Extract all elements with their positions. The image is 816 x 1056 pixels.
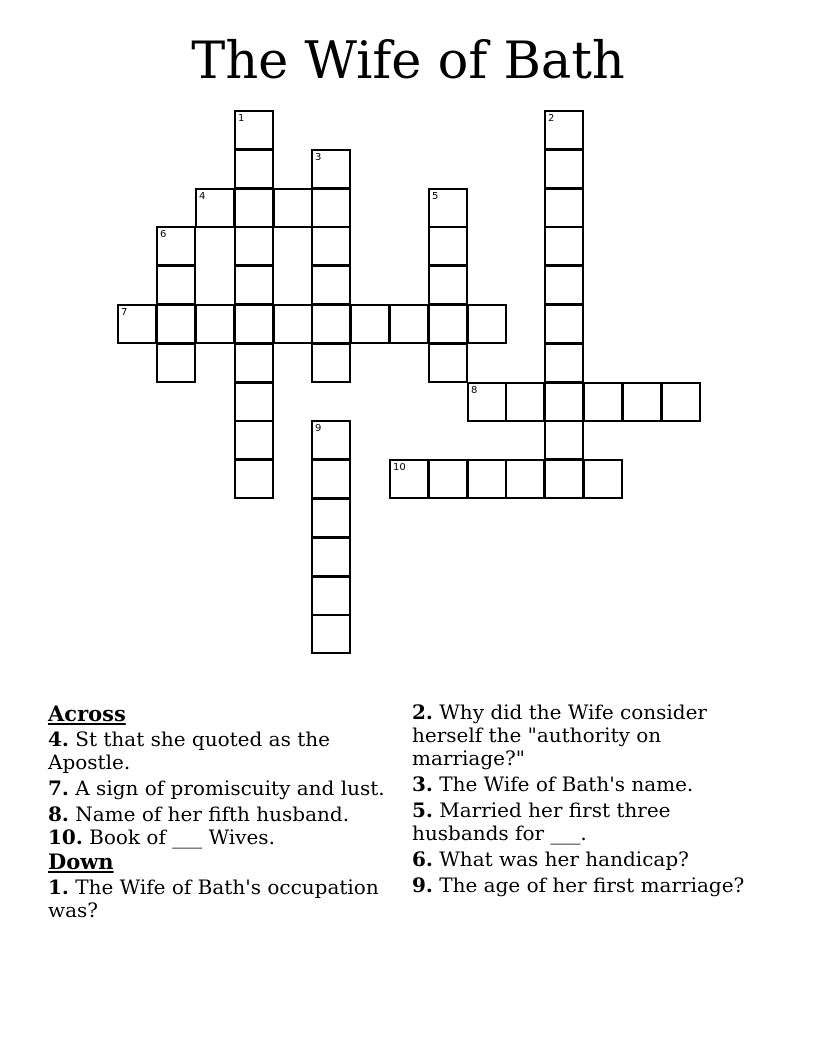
grid-cell[interactable]	[505, 459, 545, 499]
cell-number: 1	[238, 113, 245, 124]
grid-cell[interactable]	[234, 188, 274, 228]
cell-number: 6	[160, 229, 167, 240]
clue-text: Married her first three husbands for ___.	[412, 798, 671, 845]
clue-text: A sign of promiscuity and lust.	[75, 776, 385, 800]
grid-cell[interactable]	[428, 188, 468, 228]
cell-number: 9	[315, 423, 322, 434]
grid-cell[interactable]	[234, 110, 274, 150]
across-clue	[48, 728, 388, 774]
grid-cell[interactable]	[428, 459, 468, 499]
puzzle-title: The Wife of Bath	[191, 32, 625, 91]
down-clue-list-left	[48, 876, 388, 922]
grid-cell[interactable]	[583, 459, 623, 499]
grid-cell[interactable]	[428, 343, 468, 383]
down-heading: Down	[48, 849, 114, 874]
grid-cell[interactable]	[117, 304, 157, 344]
grid-cell[interactable]	[311, 498, 351, 538]
down-clue	[48, 876, 388, 922]
across-clue	[48, 777, 388, 800]
grid-cell[interactable]	[544, 420, 584, 460]
grid-cell[interactable]	[311, 343, 351, 383]
down-clue	[412, 874, 752, 897]
cell-number: 7	[121, 307, 128, 318]
grid-cell[interactable]	[544, 459, 584, 499]
grid-cell[interactable]	[467, 459, 507, 499]
grid-cell[interactable]	[311, 576, 351, 616]
grid-cell[interactable]	[505, 382, 545, 422]
grid-cell[interactable]	[428, 304, 468, 344]
grid-cell[interactable]	[544, 265, 584, 305]
grid-cell[interactable]	[583, 382, 623, 422]
clue-number: 3.	[412, 772, 433, 796]
grid-cell[interactable]	[544, 110, 584, 150]
clue-text: The Wife of Bath's name.	[439, 772, 694, 796]
grid-cell[interactable]	[544, 382, 584, 422]
clues-right-column	[412, 701, 752, 900]
grid-cell[interactable]	[350, 304, 390, 344]
across-clue-list	[48, 728, 388, 849]
clue-number: 7.	[48, 776, 69, 800]
clue-number: 1.	[48, 875, 69, 899]
grid-cell[interactable]	[544, 304, 584, 344]
grid-cell[interactable]	[544, 343, 584, 383]
clue-text: St that she quoted as the Apostle.	[48, 727, 330, 774]
grid-cell[interactable]	[389, 304, 429, 344]
down-clue	[412, 773, 752, 796]
grid-cell[interactable]	[467, 382, 507, 422]
grid-cell[interactable]	[234, 420, 274, 460]
clue-text: Book of ___ Wives.	[89, 825, 275, 849]
cell-number: 8	[471, 385, 478, 396]
down-clue	[412, 848, 752, 871]
cell-number: 2	[548, 113, 555, 124]
clue-number: 2.	[412, 700, 433, 724]
cell-number: 3	[315, 152, 322, 163]
grid-cell[interactable]	[311, 188, 351, 228]
grid-cell[interactable]	[234, 304, 274, 344]
grid-cell[interactable]	[311, 614, 351, 654]
grid-cell[interactable]	[234, 226, 274, 266]
clue-number: 6.	[412, 847, 433, 871]
grid-cell[interactable]	[544, 226, 584, 266]
grid-cell[interactable]	[273, 304, 313, 344]
clue-text: The Wife of Bath's occupation was?	[48, 875, 379, 922]
clue-text: Why did the Wife consider herself the "authority on marriage?"	[412, 700, 707, 770]
grid-cell[interactable]	[622, 382, 662, 422]
grid-cell[interactable]	[234, 149, 274, 189]
across-heading: Across	[48, 701, 126, 726]
clue-text: Name of her fifth husband.	[75, 802, 350, 826]
cell-number: 10	[393, 462, 406, 473]
grid-cell[interactable]	[234, 459, 274, 499]
grid-cell[interactable]	[544, 149, 584, 189]
grid-cell[interactable]	[195, 188, 235, 228]
down-clue	[412, 799, 752, 845]
grid-cell[interactable]	[428, 265, 468, 305]
clue-number: 10.	[48, 825, 83, 849]
grid-cell[interactable]	[311, 265, 351, 305]
across-clue	[48, 803, 388, 826]
grid-cell[interactable]	[311, 420, 351, 460]
clue-number: 9.	[412, 873, 433, 897]
grid-cell[interactable]	[428, 226, 468, 266]
grid-cell[interactable]	[311, 226, 351, 266]
grid-cell[interactable]	[234, 382, 274, 422]
clue-text: What was her handicap?	[439, 847, 689, 871]
grid-cell[interactable]	[311, 459, 351, 499]
clue-number: 8.	[48, 802, 69, 826]
grid-cell[interactable]	[234, 343, 274, 383]
clue-number: 5.	[412, 798, 433, 822]
across-clue	[48, 826, 388, 849]
cell-number: 4	[199, 191, 206, 202]
grid-cell[interactable]	[273, 188, 313, 228]
clue-text: The age of her first marriage?	[439, 873, 745, 897]
clue-number: 4.	[48, 727, 69, 751]
grid-cell[interactable]	[661, 382, 701, 422]
grid-cell[interactable]	[156, 343, 196, 383]
grid-cell[interactable]	[156, 226, 196, 266]
grid-cell[interactable]	[311, 304, 351, 344]
grid-cell[interactable]	[311, 149, 351, 189]
grid-cell[interactable]	[467, 304, 507, 344]
grid-cell[interactable]	[195, 304, 235, 344]
cell-number: 5	[432, 191, 439, 202]
grid-cell[interactable]	[234, 265, 274, 305]
clues-left-column	[48, 701, 388, 925]
grid-cell[interactable]	[311, 537, 351, 577]
down-clue	[412, 701, 752, 770]
grid-cell[interactable]	[156, 265, 196, 305]
grid-cell[interactable]	[544, 188, 584, 228]
grid-cell[interactable]	[156, 304, 196, 344]
grid-cell[interactable]	[389, 459, 429, 499]
